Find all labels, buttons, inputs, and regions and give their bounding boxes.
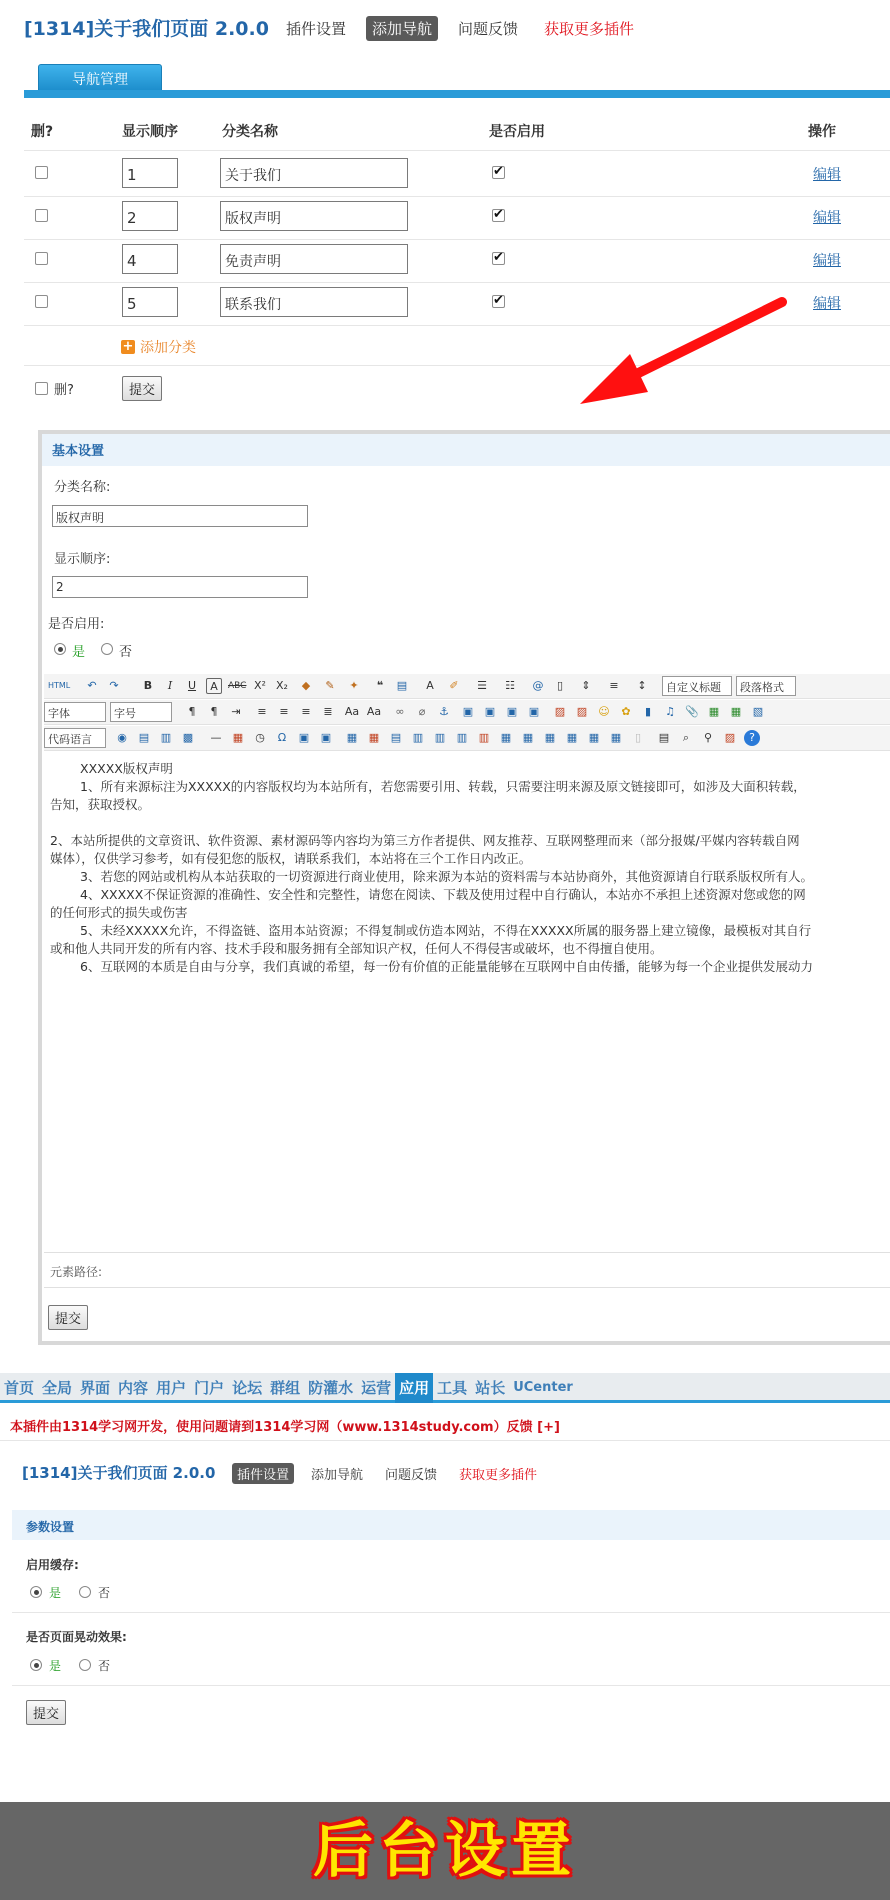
merge-right-icon[interactable]: ▦ <box>522 731 534 744</box>
order-input[interactable]: 2 <box>122 201 178 231</box>
edit-link[interactable]: 编辑 <box>813 167 841 183</box>
word-image-icon[interactable]: ▣ <box>298 731 310 744</box>
order-input[interactable]: 4 <box>122 244 178 274</box>
plugin-notice[interactable]: 本插件由1314学习网开发，使用问题请到1314学习网（www.1314study.com）反馈 [+] <box>10 1420 560 1435</box>
animation-yes-radio[interactable] <box>30 1659 42 1671</box>
nav-feedback[interactable]: 问题反馈 <box>458 20 519 38</box>
nav-more-plugins[interactable]: 获取更多插件 <box>459 1468 538 1483</box>
row-spacing-icon[interactable]: ↕ <box>637 679 647 692</box>
nav-plugin-settings[interactable]: 插件设置 <box>286 20 347 38</box>
params-submit-button[interactable]: 提交 <box>26 1700 66 1725</box>
align-left-icon[interactable]: ≡ <box>257 705 267 718</box>
col-name: 分类名称 <box>222 124 278 140</box>
font-border-icon[interactable]: A <box>206 678 222 694</box>
editor-paragraph: 3、若您的网站或机构从本站获取的一切资源进行商业使用，除来源为本站的资料需与本站协商外，其他资源请自行联系版权所有人。 <box>80 869 813 884</box>
split-rows-icon[interactable]: ▦ <box>588 731 600 744</box>
nav-plugin-settings[interactable]: 插件设置 <box>232 1463 294 1484</box>
insert-paragraph-icon[interactable]: ▤ <box>390 731 402 744</box>
animation-no-radio[interactable] <box>79 1659 91 1671</box>
redo-icon[interactable]: ↷ <box>109 679 119 692</box>
image-float-right-icon[interactable]: ▣ <box>506 705 518 718</box>
editor-paragraph: 4、XXXXX不保证资源的准确性、安全性和完整性，请您在阅读、下载及使用过程中自行确认，本站亦不承担上述资源对您或您的网 <box>80 887 806 902</box>
editor-paragraph: XXXXX版权声明 <box>80 761 173 776</box>
ltr-icon[interactable]: ¶ <box>188 705 196 718</box>
add-category-link[interactable] <box>121 337 196 357</box>
enable-no-label: 否 <box>119 645 133 660</box>
col-actions: 操作 <box>808 124 836 140</box>
enable-yes-radio[interactable] <box>54 643 66 655</box>
uppercase-icon[interactable]: Aa <box>344 705 360 718</box>
eraser-icon[interactable]: ◆ <box>301 679 311 692</box>
page-break-icon[interactable]: ▤ <box>138 731 150 744</box>
menu-item-tools[interactable]: 工具 <box>437 1379 468 1397</box>
enabled-checkbox[interactable] <box>492 295 505 308</box>
select-all-checkbox[interactable] <box>35 382 48 395</box>
delete-row-icon[interactable]: ▥ <box>434 731 446 744</box>
plus-icon: + <box>122 339 134 354</box>
order-input[interactable]: 1 <box>122 158 178 188</box>
align-right-icon[interactable]: ≡ <box>301 705 311 718</box>
edit-link[interactable]: 编辑 <box>813 253 841 269</box>
special-char-icon[interactable]: Ω <box>277 731 287 744</box>
editor-paragraph: 1、所有来源标注为XXXXX的内容版权均为本站所有，若您需要引用、转载，只需要注明来源及原文链接即可，如涉及大面积转载， <box>80 779 806 794</box>
link-icon[interactable]: ∞ <box>395 705 405 718</box>
template-icon[interactable]: ▥ <box>160 731 172 744</box>
divider <box>0 1440 890 1441</box>
highlight-icon[interactable]: ✐ <box>449 679 459 692</box>
menu-item-home[interactable]: 首页 <box>4 1379 35 1397</box>
undo-icon[interactable]: ↶ <box>87 679 97 692</box>
divider <box>24 282 890 283</box>
rtl-icon[interactable]: ¶ <box>210 705 218 718</box>
menu-item-users[interactable]: 用户 <box>156 1379 187 1397</box>
cache-yes-label: 是 <box>49 1586 62 1600</box>
enable-yes-label: 是 <box>72 645 86 660</box>
menu-item-content[interactable]: 内容 <box>118 1379 149 1397</box>
code-icon[interactable]: ◉ <box>117 731 127 744</box>
image-center-icon[interactable]: ▣ <box>528 705 540 718</box>
menu-item-ucenter[interactable]: UCenter <box>513 1380 573 1395</box>
unordered-list-icon[interactable]: ☷ <box>505 679 515 692</box>
col-enabled: 是否启用 <box>489 124 545 140</box>
row-delete-checkbox[interactable] <box>35 295 48 308</box>
editor-paragraph: 6、互联网的本质是自由与分享，我们真诚的希望，每一份有价值的正能量能够在互联网中自由传播，能够为每一个企业提供发展动力 <box>80 959 813 974</box>
cache-label: 启用缓存: <box>26 1558 79 1572</box>
menu-item-groups[interactable]: 群组 <box>270 1379 301 1397</box>
print-preview-icon[interactable]: ▯ <box>634 731 642 744</box>
superscript-icon[interactable]: X² <box>254 679 266 692</box>
background-icon[interactable]: ▩ <box>182 731 194 744</box>
display-order-label: 显示顺序: <box>54 552 111 567</box>
menu-item-operations[interactable]: 运营 <box>361 1379 392 1397</box>
align-center-icon[interactable]: ≡ <box>279 705 289 718</box>
menu-item-forum[interactable]: 论坛 <box>232 1379 263 1397</box>
select-all-label: 删? <box>54 383 74 398</box>
enabled-checkbox[interactable] <box>492 252 505 265</box>
nav-add-navigation[interactable]: 添加导航 <box>311 1468 364 1483</box>
editor-toolbar-3 <box>44 726 890 751</box>
format-brush-icon[interactable]: ✎ <box>325 679 335 692</box>
name-input[interactable]: 版权声明 <box>220 201 408 231</box>
rich-text-editor[interactable] <box>44 760 890 1250</box>
split-cols-icon[interactable]: ▦ <box>610 731 622 744</box>
multi-image-icon[interactable]: ▨ <box>576 705 588 718</box>
lowercase-icon[interactable]: Aa <box>366 705 382 718</box>
name-input[interactable]: 联系我们 <box>220 287 408 317</box>
paragraph-spacing-icon[interactable]: ⇕ <box>581 679 591 692</box>
divider <box>12 1612 890 1613</box>
editor-paragraph: 媒体），仅供学习参考，如有侵犯您的版权，请联系我们，本站将在三个工作日内改正。 <box>50 851 532 866</box>
plugin-title: [1314]关于我们页面 2.0.0 <box>22 1464 216 1482</box>
scrawl-icon[interactable]: ✿ <box>621 705 631 718</box>
menu-item-global[interactable]: 全局 <box>42 1379 73 1397</box>
tab-underline <box>24 90 890 98</box>
nav-add-navigation[interactable]: 添加导航 <box>366 16 438 41</box>
print-icon[interactable]: ▤ <box>658 731 670 744</box>
search-replace-icon[interactable]: ▣ <box>320 731 332 744</box>
menu-item-webmaster[interactable]: 站长 <box>475 1379 506 1397</box>
emotion-icon[interactable]: ☺ <box>598 705 610 718</box>
bold-icon[interactable]: B <box>143 679 153 692</box>
video-icon[interactable]: ▮ <box>644 705 652 718</box>
clear-doc-icon[interactable]: ▯ <box>556 679 564 692</box>
anchor-icon[interactable]: ⚓ <box>439 705 449 718</box>
image-float-left-icon[interactable]: ▣ <box>484 705 496 718</box>
delete-table-icon[interactable]: ▦ <box>368 731 380 744</box>
drafts-icon[interactable]: ▨ <box>724 731 736 744</box>
page-title: [1314]关于我们页面 2.0.0 <box>24 18 269 40</box>
divider <box>12 1685 890 1686</box>
music-icon[interactable]: ♫ <box>665 705 675 718</box>
submit-button[interactable]: 提交 <box>122 376 162 401</box>
editor-submit-button[interactable]: 提交 <box>48 1305 88 1330</box>
underline-icon[interactable]: U <box>187 679 197 692</box>
menu-item-anti-spam[interactable]: 防灌水 <box>308 1379 354 1397</box>
menu-item-portal[interactable]: 门户 <box>194 1379 225 1397</box>
editor-toolbar-2 <box>44 700 890 725</box>
editor-paragraph: 的任何形式的损失或伤害 <box>50 905 188 920</box>
enabled-checkbox[interactable] <box>492 209 505 222</box>
attachment-icon[interactable]: 📎 <box>685 705 699 718</box>
time-icon[interactable]: ◷ <box>255 731 265 744</box>
plugin-nav <box>232 1463 542 1484</box>
ordered-list-icon[interactable]: ☰ <box>477 679 487 692</box>
line-height-icon[interactable]: ≡ <box>609 679 619 692</box>
category-name-label: 分类名称: <box>54 480 111 495</box>
paragraph-format-select[interactable]: 段落格式 <box>736 676 796 696</box>
divider <box>24 150 890 151</box>
nav-more-plugins[interactable]: 获取更多插件 <box>544 20 635 38</box>
enable-no-radio[interactable] <box>101 643 113 655</box>
select-all-icon[interactable]: @ <box>532 679 544 692</box>
banner-title: 后台设置 <box>313 1816 577 1886</box>
divider <box>24 196 890 197</box>
params-header <box>12 1510 890 1540</box>
col-order: 显示顺序 <box>122 124 178 140</box>
enabled-checkbox[interactable] <box>492 166 505 179</box>
tab-nav-management[interactable]: 导航管理 <box>38 64 162 94</box>
quote-icon[interactable]: ❝ <box>376 679 384 692</box>
row-delete-checkbox[interactable] <box>35 166 48 179</box>
editor-toolbar-1 <box>44 674 890 699</box>
editor-paragraph: 5、未经XXXXX允许，不得盗链、盗用本站资源；不得复制或仿造本网站，不得在XXXXX所属的服务器上建立镜像，最模板对其自行 <box>80 923 812 938</box>
image-icon[interactable]: ▨ <box>554 705 566 718</box>
edit-link[interactable]: 编辑 <box>813 210 841 226</box>
menu-item-interface[interactable]: 界面 <box>80 1379 111 1397</box>
row-delete-checkbox[interactable] <box>35 209 48 222</box>
map-icon[interactable]: ▦ <box>708 705 720 718</box>
name-input[interactable]: 关于我们 <box>220 158 408 188</box>
basic-settings-header <box>42 434 890 466</box>
animation-label: 是否页面晃动效果: <box>26 1630 127 1644</box>
admin-menu <box>0 1373 577 1403</box>
nav-feedback[interactable]: 问题反馈 <box>385 1468 438 1483</box>
merge-cells-icon[interactable]: ▦ <box>500 731 512 744</box>
insert-table-icon[interactable]: ▦ <box>346 731 358 744</box>
frame-icon[interactable]: ▧ <box>752 705 764 718</box>
unlink-icon[interactable]: ⌀ <box>418 705 426 718</box>
display-order-input[interactable]: 2 <box>52 576 308 598</box>
edit-link[interactable]: 编辑 <box>813 296 841 312</box>
delete-col-icon[interactable]: ▥ <box>478 731 490 744</box>
category-name-input[interactable]: 版权声明 <box>52 505 308 527</box>
font-family-select[interactable]: 字体 <box>44 702 106 722</box>
add-category-label: 添加分类 <box>140 340 196 356</box>
insert-col-icon[interactable]: ▥ <box>456 731 468 744</box>
cache-yes-radio[interactable] <box>30 1586 42 1598</box>
insert-row-icon[interactable]: ▥ <box>412 731 424 744</box>
editor-paragraph: 或和他人共同开发的所有内容、技术手段和服务拥有全部知识产权，任何人不得侵害或破坏，也不得擅自使用。 <box>50 941 663 956</box>
paste-text-icon[interactable]: ▤ <box>396 679 408 692</box>
row-delete-checkbox[interactable] <box>35 252 48 265</box>
justify-icon[interactable]: ≣ <box>323 705 333 718</box>
editor-paragraph: 告知，获取授权。 <box>50 797 151 812</box>
params-title: 参数设置 <box>26 1520 75 1534</box>
enable-label: 是否启用: <box>48 617 105 632</box>
cache-no-radio[interactable] <box>79 1586 91 1598</box>
strikethrough-icon[interactable]: ABC <box>228 681 247 691</box>
arrow-annotation <box>560 292 790 412</box>
date-icon[interactable]: ▦ <box>232 731 244 744</box>
italic-icon[interactable]: I <box>167 679 173 692</box>
preview-icon[interactable]: ⌕ <box>682 731 690 744</box>
editor-paragraph: 2、本站所提供的文章资讯、软件资源、素材源码等内容均为第三方作者提供、网友推荐、互联网整理而来（部分报媒/平媒内容转载自网 <box>50 833 800 848</box>
auto-format-icon[interactable]: ✦ <box>349 679 359 692</box>
col-delete: 删? <box>31 124 54 140</box>
help-icon[interactable]: ? <box>744 730 760 746</box>
top-nav <box>280 16 640 41</box>
indent-icon[interactable]: ⇥ <box>231 705 241 718</box>
custom-heading-select[interactable]: 自定义标题 <box>662 676 732 696</box>
animation-yes-label: 是 <box>49 1659 62 1673</box>
order-input[interactable]: 5 <box>122 287 178 317</box>
code-language-select[interactable]: 代码语言 <box>44 728 106 748</box>
font-color-icon[interactable]: A <box>426 679 434 692</box>
subscript-icon[interactable]: X₂ <box>276 679 288 692</box>
image-float-none-icon[interactable]: ▣ <box>462 705 474 718</box>
horizontal-rule-icon[interactable]: — <box>210 731 222 744</box>
basic-settings-title: 基本设置 <box>52 444 105 459</box>
font-size-select[interactable]: 字号 <box>110 702 172 722</box>
divider <box>24 239 890 240</box>
cache-no-label: 否 <box>98 1586 111 1600</box>
search-icon[interactable]: ⚲ <box>703 731 713 744</box>
menu-item-apps[interactable]: 应用 <box>395 1373 433 1403</box>
animation-no-label: 否 <box>98 1659 111 1673</box>
html-icon[interactable]: HTML <box>48 681 71 690</box>
element-path-bar: 元素路径: <box>44 1252 890 1288</box>
gmap-icon[interactable]: ▦ <box>730 705 742 718</box>
merge-down-icon[interactable]: ▦ <box>544 731 556 744</box>
split-cells-icon[interactable]: ▦ <box>566 731 578 744</box>
name-input[interactable]: 免责声明 <box>220 244 408 274</box>
